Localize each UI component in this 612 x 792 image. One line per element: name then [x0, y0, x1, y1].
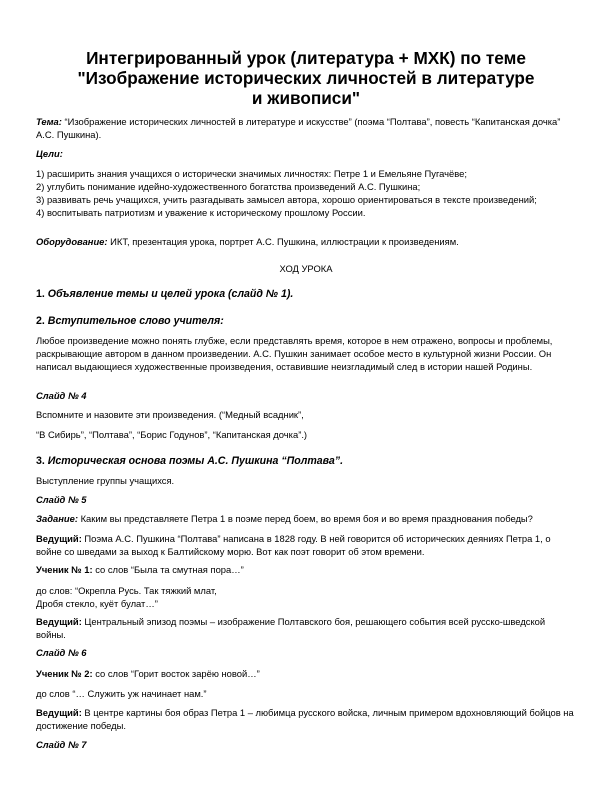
course-heading: ХОД УРОКА: [279, 263, 333, 274]
goals-label-paragraph: [36, 147, 576, 160]
student-1-label: Ученик № 1:: [36, 564, 93, 575]
student-1-quote-line: до слов: “Окрепла Русь. Так тяжкий млат,: [36, 585, 217, 596]
slide-label-5: Слайд № 5: [36, 494, 87, 505]
slide4-answer: “В Сибирь”, “Полтава”, “Борис Годунов”, “Капитанская дочка”.): [36, 429, 308, 440]
student-1-text: со слов “Была та смутная пора…”: [92, 564, 244, 575]
section-heading-2: 2. Вступительное слово учителя:: [36, 315, 224, 327]
document-title: [40, 48, 572, 108]
title-line-1: Интегрированный урок (литература + МХК) по теме: [86, 48, 526, 68]
section-heading-1: 1. Объявление темы и целей урока (слайд № 1).: [36, 288, 294, 300]
goals-list: [36, 167, 576, 219]
topic-paragraph: [36, 115, 576, 141]
title-line-2: "Изображение исторических личностей в литературе: [77, 68, 535, 88]
section-heading-3: 3. Историческая основа поэмы А.С. Пушкина “Полтава”.: [36, 455, 344, 467]
goal-item: 4) воспитывать патриотизм и уважение к историческому прошлому России.: [36, 207, 366, 218]
host-text: Поэма А.С. Пушкина “Полтава” написана в 1828 году. В ней говорится об исторических деяниях Петра 1, о войне со шведами за выход к Балтийскому морю. Вот как поэт говорит об этом времени.: [36, 533, 551, 557]
host-text: В центре картины боя образ Петра 1 – любимца русского войска, личным примером вдохновляющий бойцов на достижение победы.: [36, 707, 574, 731]
goal-item: 1) расширить знания учащихся о исторически значимых личностях: Петре 1 и Емельяне Пугачёве;: [36, 168, 467, 179]
host-paragraph-3: [36, 706, 576, 732]
host-label: Ведущий:: [36, 616, 82, 627]
goals-label: Цели:: [36, 148, 63, 159]
host-paragraph-1: [36, 532, 576, 558]
title-line-3: и живописи": [251, 88, 361, 108]
equipment-label: Оборудование:: [36, 236, 108, 247]
student-2-text: со слов “Горит восток зарёю новой…”: [92, 668, 260, 679]
intro-paragraph: Любое произведение можно понять глубже, если представлять время, которое в нем отражено, вопросы и проблемы, раскрывающие автором в данном произведении. А.С. Пушкин занимает особое место в культурной жизни России. Он написал выдающиеся художественные произведения, оставившие неизгладимый след в истории нашей Родины.: [36, 335, 553, 372]
host-text: Центральный эпизод поэмы – изображение Полтавского боя, решающего события всей русско-шведской войны.: [36, 616, 546, 640]
slide4-question: Вспомните и назовите эти произведения. (“Медный всадник”,: [36, 409, 304, 420]
student-2-paragraph: [36, 667, 576, 680]
host-label: Ведущий:: [36, 707, 82, 718]
student-1-quote: [36, 584, 576, 610]
student-2-label: Ученик № 2:: [36, 668, 93, 679]
slide-label-7: Слайд № 7: [36, 739, 87, 750]
equipment-paragraph: [36, 235, 576, 248]
student-2-quote: до слов “… Служить уж начинает нам.”: [36, 688, 207, 699]
group-text: Выступление группы учащихся.: [36, 475, 175, 486]
task-text: Каким вы представляете Петра 1 в поэме перед боем, во время боя и во время празднования победы?: [77, 513, 533, 524]
topic-label: Тема:: [36, 116, 62, 127]
host-paragraph-2: [36, 615, 576, 641]
student-1-paragraph: [36, 563, 576, 576]
student-1-quote-line: Дробя стекло, куёт булат…”: [36, 598, 158, 609]
slide-label-4: Слайд № 4: [36, 390, 87, 401]
goal-item: 3) развивать речь учащихся, учить разгадывать замысел автора, хорошо ориентироваться в тексте произведений;: [36, 194, 537, 205]
task-label: Задание:: [36, 513, 78, 524]
slide-label-6: Слайд № 6: [36, 647, 87, 658]
task-paragraph: [36, 512, 576, 525]
goal-item: 2) углубить понимание идейно-художественного богатства произведений А.С. Пушкина;: [36, 181, 421, 192]
host-label: Ведущий:: [36, 533, 82, 544]
topic-text: “Изображение исторических личностей в литературе и искусстве” (поэма “Полтава”, повесть “Капитанская дочка” А.С. Пушкина).: [36, 116, 561, 140]
equipment-text: ИКТ, презентация урока, портрет А.С. Пушкина, иллюстрации к произведениям.: [107, 236, 459, 247]
